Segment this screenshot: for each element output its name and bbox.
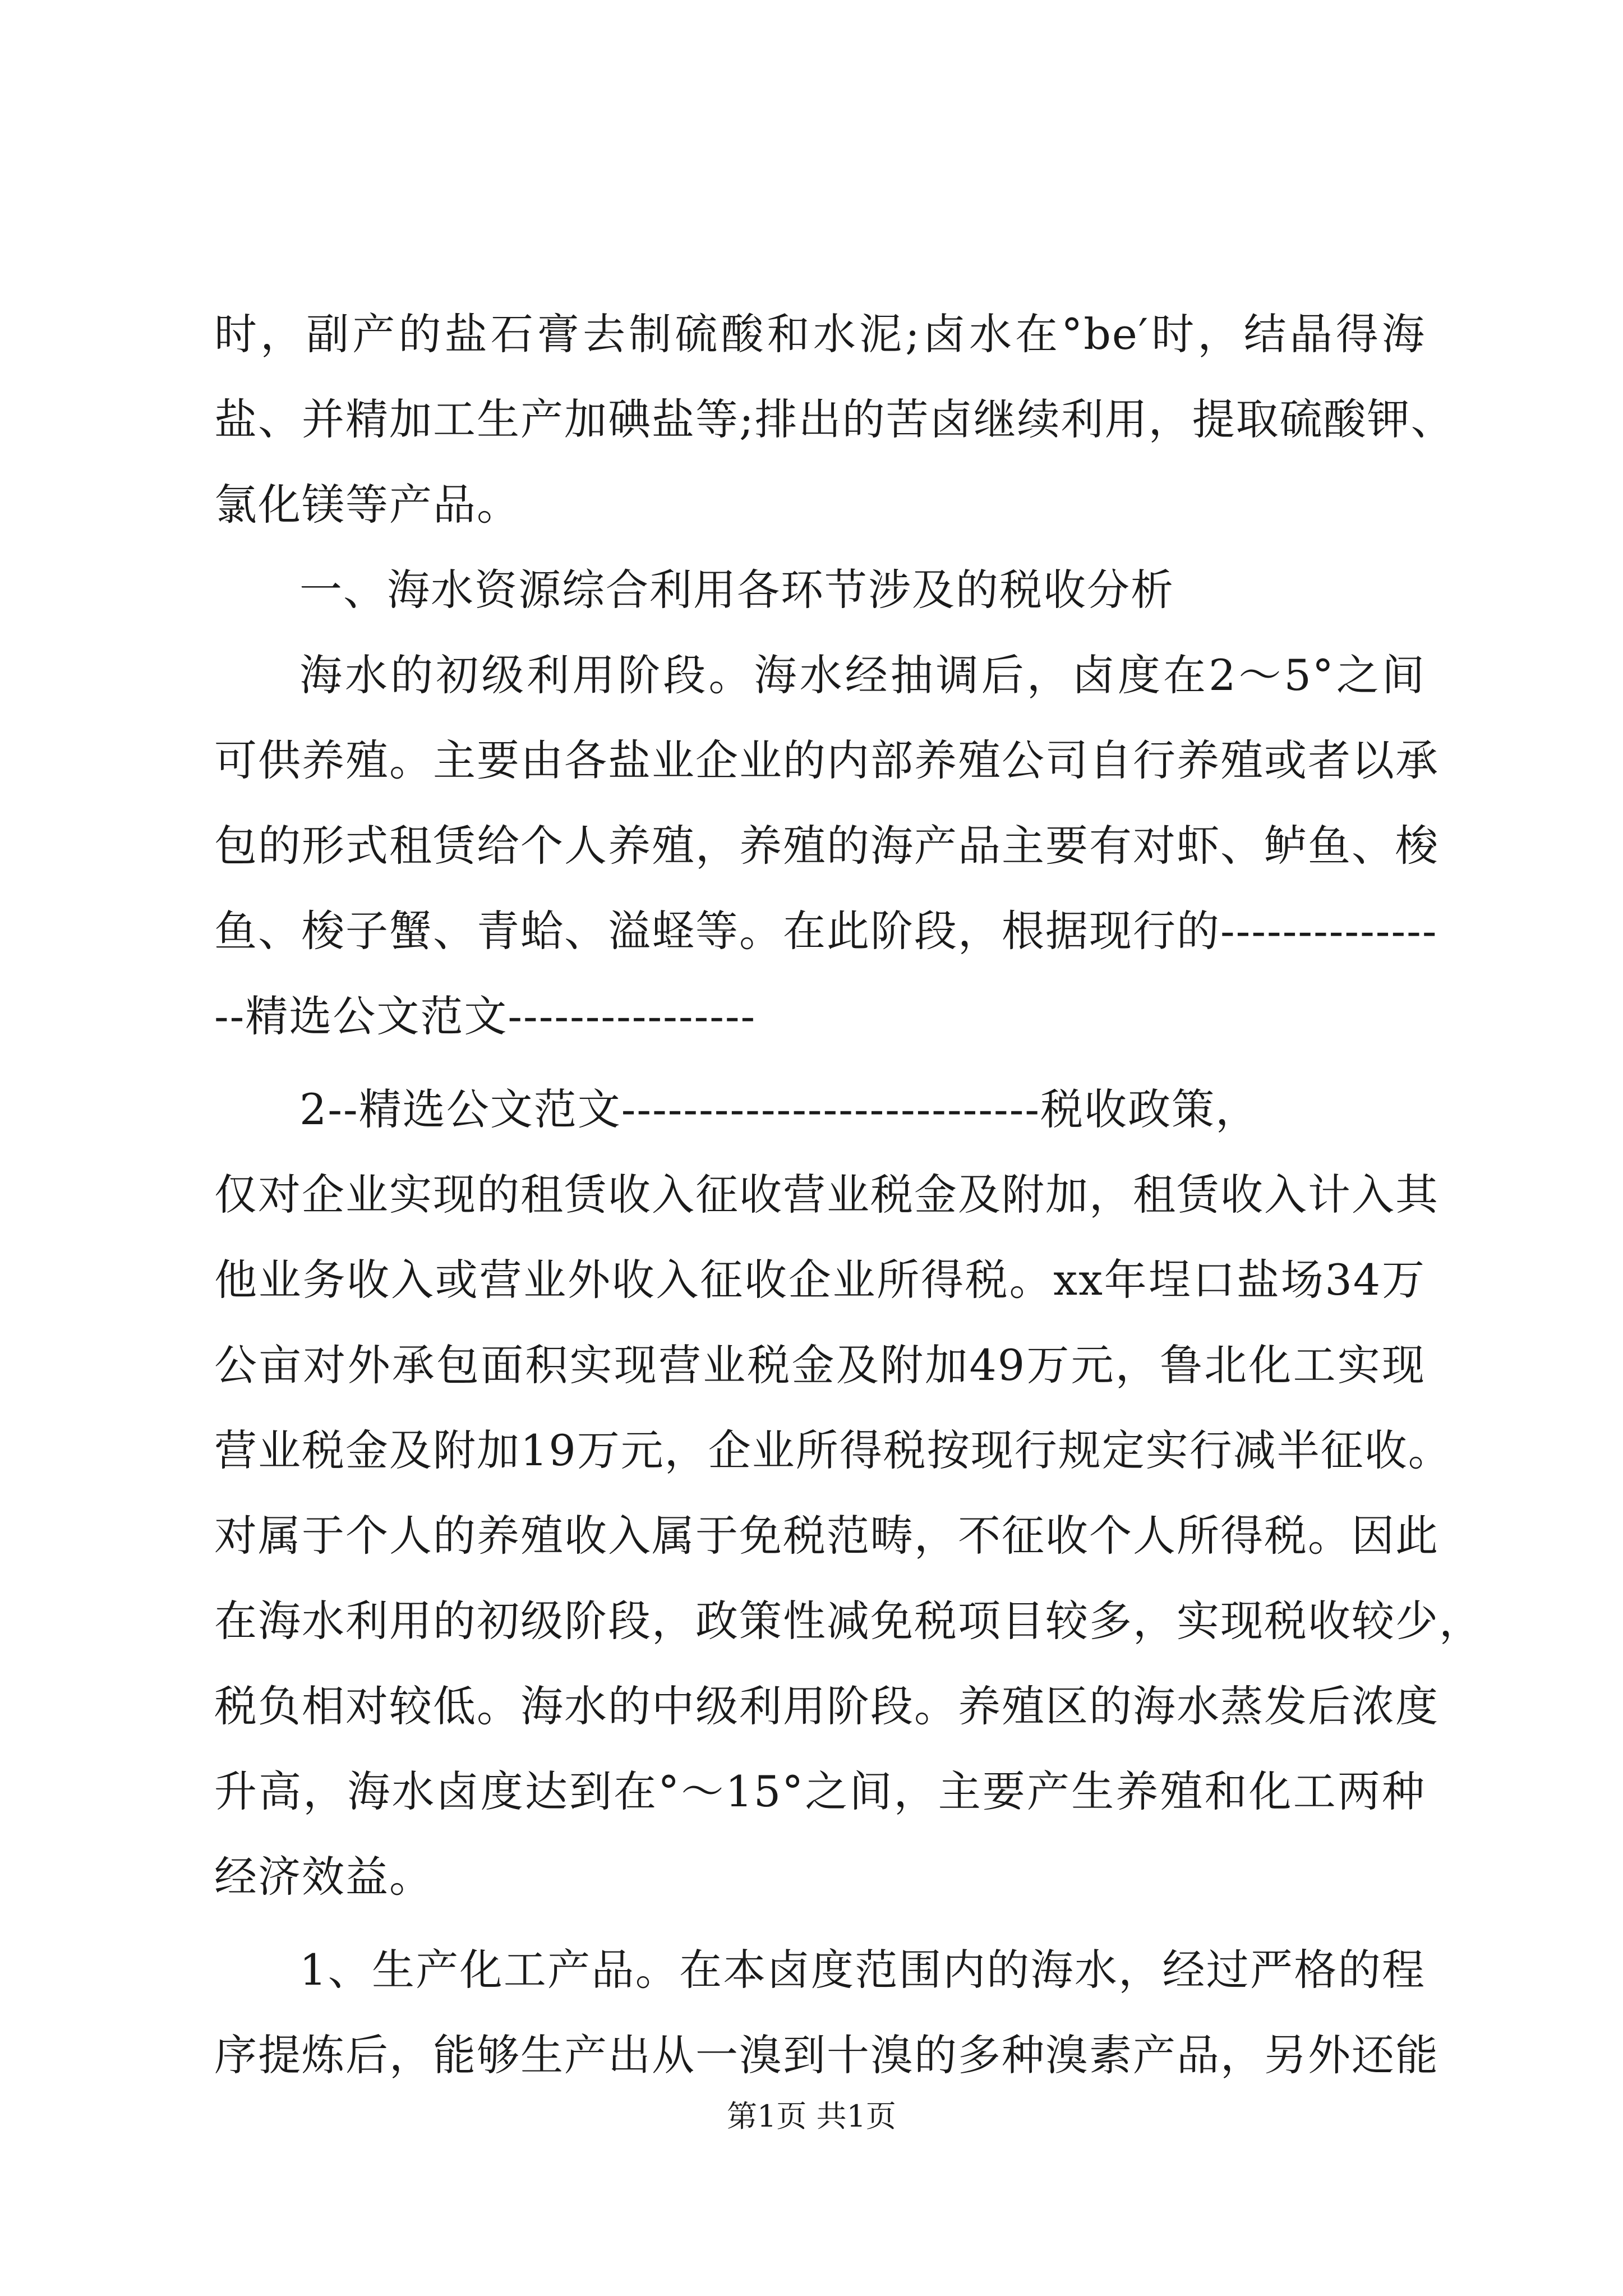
text-line: 可供养殖。主要由各盐业企业的内部养殖公司自行养殖或者以承 <box>214 735 1439 785</box>
text-line: 序提炼后，能够生产出从一溴到十溴的多种溴素产品，另外还能 <box>214 2030 1439 2080</box>
text-line: 仅对企业实现的租赁收入征收营业税金及附加，租赁收入计入其 <box>214 1170 1439 1220</box>
text-line: 经济效益。 <box>214 1852 433 1902</box>
text-line: --精选公文范文---------------- <box>214 991 757 1041</box>
text-line: 盐、并精加工生产加碘盐等;排出的苦卤继续利用，提取硫酸钾、 <box>214 394 1455 444</box>
text-line: 他业务收入或营业外收入征收企业所得税。xx年埕口盐场34万 <box>214 1255 1426 1305</box>
text-line: 1、生产化工产品。在本卤度范围内的海水，经过严格的程 <box>299 1945 1426 1995</box>
section-heading: 一、海水资源综合利用各环节涉及的税收分析 <box>299 565 1174 615</box>
page-footer <box>0 2097 1623 2136</box>
document-body <box>214 292 1483 2098</box>
text-line: 营业税金及附加19万元，企业所得税按现行规定实行减半征收。 <box>214 1425 1452 1475</box>
text-line: 公亩对外承包面积实现营业税金及附加49万元，鲁北化工实现 <box>214 1340 1426 1390</box>
text-line: 包的形式租赁给个人养殖，养殖的海产品主要有对虾、鲈鱼、梭 <box>214 821 1439 871</box>
page-number: 第1页 共1页 <box>727 2099 896 2134</box>
text-line: 税负相对较低。海水的中级利用阶段。养殖区的海水蒸发后浓度 <box>214 1681 1439 1731</box>
text-line: 在海水利用的初级阶段，政策性减免税项目较多，实现税收较少， <box>214 1596 1483 1646</box>
text-line: 鱼、梭子蟹、青蛤、溢蛏等。在此阶段，根据现行的-------------- <box>214 906 1438 956</box>
text-line: 对属于个人的养殖收入属于免税范畴，不征收个人所得税。因此 <box>214 1511 1439 1561</box>
text-line: 时，副产的盐石膏去制硫酸和水泥;卤水在°be′时，结晶得海 <box>214 309 1426 359</box>
text-line: 海水的初级利用阶段。海水经抽调后，卤度在2～5°之间 <box>299 650 1426 700</box>
text-line: 2--精选公文范文---------------------------税收政策， <box>299 1084 1260 1134</box>
text-line: 氯化镁等产品。 <box>214 480 520 530</box>
text-line: 升高，海水卤度达到在°～15°之间，主要产生养殖和化工两种 <box>214 1766 1426 1816</box>
